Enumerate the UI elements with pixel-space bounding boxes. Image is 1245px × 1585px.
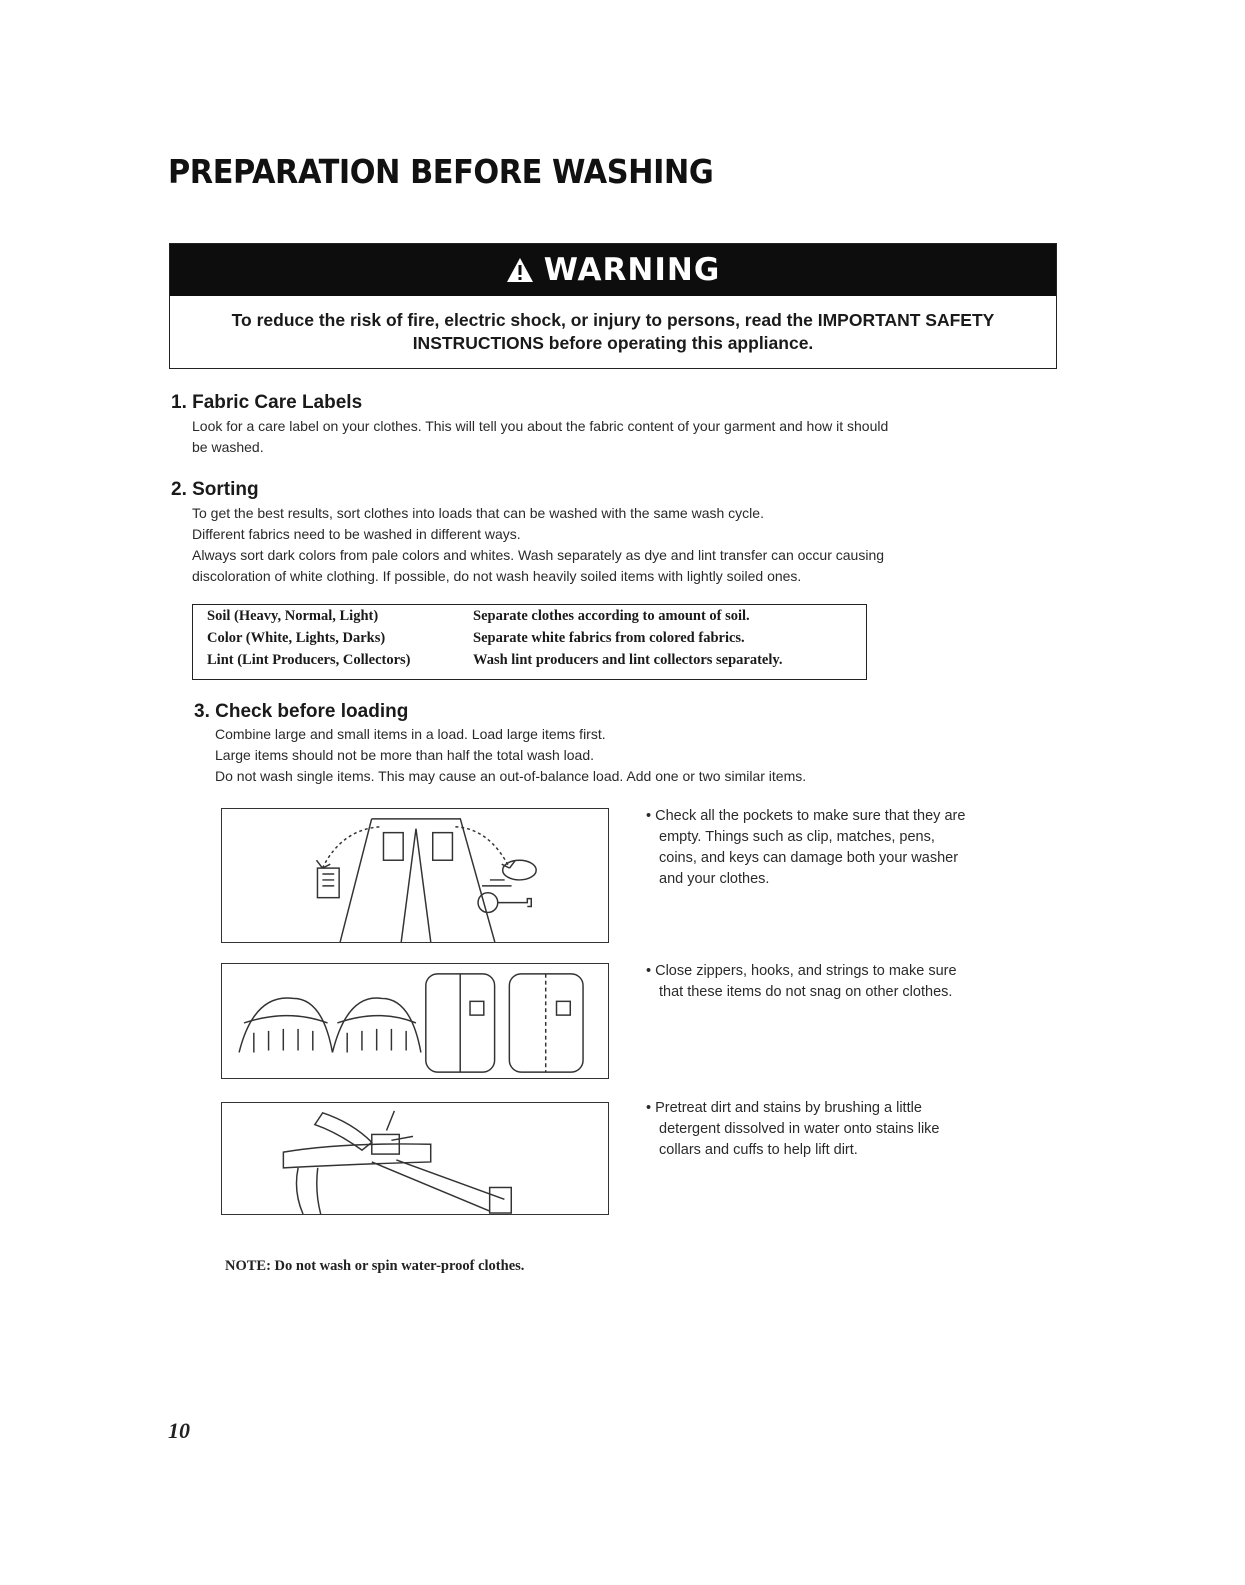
bullet-line: • Close zippers, hooks, and strings to make sure xyxy=(646,963,957,979)
section-heading-sorting: 2. Sorting xyxy=(171,479,259,500)
text-line: Different fabrics need to be washed in different ways. xyxy=(192,526,521,542)
table-cell-category: Lint (Lint Producers, Collectors) xyxy=(207,652,411,668)
bullet-line: detergent dissolved in water onto stains like xyxy=(659,1121,940,1137)
text-line: Look for a care label on your clothes. This will tell you about the fabric content of your garment and how it should xyxy=(192,418,889,434)
section-body-check xyxy=(215,724,806,787)
text-line: Large items should not be more than half the total wash load. xyxy=(215,747,595,763)
zippers-hooks-icon xyxy=(222,964,608,1078)
table-cell-instruction: Separate clothes according to amount of soil. xyxy=(473,608,750,624)
section-heading-check: 3. Check before loading xyxy=(194,701,409,722)
text-line: Combine large and small items in a load. Load large items first. xyxy=(215,726,606,742)
pretreat-brushing-icon xyxy=(222,1103,608,1214)
table-cell-category: Soil (Heavy, Normal, Light) xyxy=(207,608,379,624)
bullet-zippers xyxy=(646,961,1036,1003)
table-cell-category: Color (White, Lights, Darks) xyxy=(207,630,386,646)
text-line: Do not wash single items. This may cause an out-of-balance load. Add one or two similar items. xyxy=(215,768,807,784)
table-row xyxy=(207,608,857,628)
bullet-pretreat xyxy=(646,1098,1036,1161)
warning-box xyxy=(169,243,1057,369)
illustration-pockets xyxy=(221,808,609,943)
bullet-line: collars and cuffs to help lift dirt. xyxy=(659,1142,858,1158)
table-row xyxy=(207,630,857,650)
warning-triangle-icon xyxy=(506,257,534,283)
section-body-sorting xyxy=(192,503,884,587)
warning-text xyxy=(170,309,1056,355)
bullet-line: • Pretreat dirt and stains by brushing a little xyxy=(646,1100,922,1116)
warning-banner xyxy=(170,244,1056,296)
text-line: discoloration of white clothing. If possible, do not wash heavily soiled items with lightly soiled ones. xyxy=(192,568,802,584)
table-cell-instruction: Wash lint producers and lint collectors separately. xyxy=(473,652,783,668)
bullet-line: coins, and keys can damage both your washer xyxy=(659,850,959,866)
bullet-pockets xyxy=(646,806,1036,890)
bullet-line: and your clothes. xyxy=(659,871,770,887)
page-number: 10 xyxy=(168,1418,190,1443)
page-title: PREPARATION BEFORE WASHING xyxy=(168,152,714,191)
note-text: NOTE: Do not wash or spin water-proof clothes. xyxy=(225,1258,525,1274)
illustration-pretreat xyxy=(221,1102,609,1215)
bullet-line: empty. Things such as clip, matches, pens, xyxy=(659,829,935,845)
bullet-line: • Check all the pockets to make sure that they are xyxy=(646,808,966,824)
section-body-fabric xyxy=(192,416,888,458)
illustration-zippers xyxy=(221,963,609,1079)
text-line: Always sort dark colors from pale colors and whites. Wash separately as dye and lint transfer can occur causing xyxy=(192,547,885,563)
pants-pockets-icon xyxy=(222,809,608,942)
table-row xyxy=(207,652,857,672)
warning-line-1: To reduce the risk of fire, electric shock, or injury to persons, read the IMPORTANT SAFETY xyxy=(231,310,995,330)
bullet-line: that these items do not snag on other clothes. xyxy=(659,984,953,1000)
text-line: To get the best results, sort clothes into loads that can be washed with the same wash cycle. xyxy=(192,505,764,521)
text-line: be washed. xyxy=(192,439,264,455)
warning-label: WARNING xyxy=(543,252,721,288)
sorting-table xyxy=(192,604,867,680)
table-cell-instruction: Separate white fabrics from colored fabrics. xyxy=(473,630,745,646)
warning-line-2: INSTRUCTIONS before operating this appliance. xyxy=(412,333,814,353)
section-heading-fabric: 1. Fabric Care Labels xyxy=(171,392,363,413)
